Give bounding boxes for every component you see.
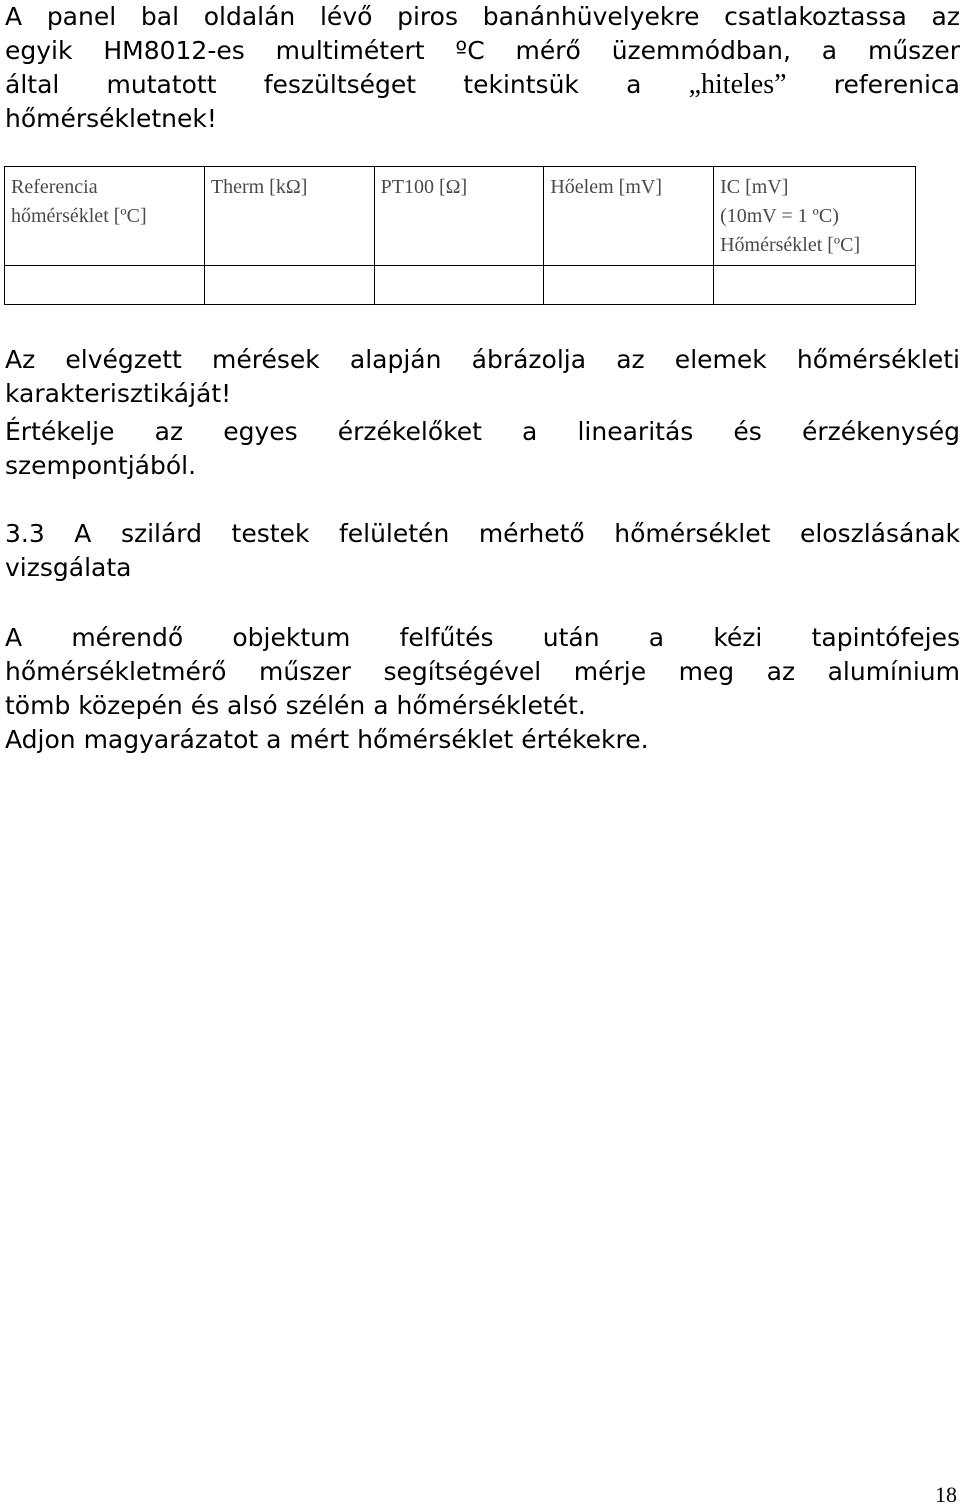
header-thermocouple xyxy=(544,167,714,266)
intro-line-4: hőmérsékletnek! xyxy=(5,104,217,133)
header-line: Referencia xyxy=(11,176,98,198)
intro-line-3-a: által mutatott feszültséget tekintsük a xyxy=(5,70,642,99)
table-cell xyxy=(204,266,374,305)
intro-line-3 xyxy=(5,68,960,102)
table-cell xyxy=(374,266,544,305)
task-line-2: hőmérsékletmérő műszer segítségével mérje meg az alumínium xyxy=(5,657,960,686)
analysis-line-1: Az elvégzett mérések alapján ábrázolja az elemek hőmérsékleti xyxy=(5,345,960,374)
header-pt100 xyxy=(374,167,544,266)
section-line-1: 3.3 A szilárd testek felületén mérhető hőmérséklet eloszlásának xyxy=(5,519,960,548)
task-paragraph xyxy=(5,621,960,757)
task-line-1: A mérendő objektum felfűtés után a kézi tapintófejes xyxy=(5,623,960,652)
header-line: Hőmérséklet [ºC] xyxy=(720,234,861,256)
analysis-line-2: karakterisztikáját! xyxy=(5,379,232,408)
intro-quoted-word: „hiteles” xyxy=(688,69,787,100)
header-ic xyxy=(714,167,916,266)
analysis-paragraph xyxy=(5,343,960,483)
intro-line-1: A panel bal oldalán lévő piros banánhüvelyekre csatlakoztassa az xyxy=(5,2,960,31)
task-line-4: Adjon magyarázatot a mért hőmérséklet értékekre. xyxy=(5,725,649,754)
table-cell xyxy=(714,266,916,305)
header-line: (10mV = 1 ºC) xyxy=(720,205,839,227)
table-row xyxy=(5,266,916,305)
intro-line-2: egyik HM8012-es multimétert ºC mérő üzemmódban, a műszer xyxy=(5,36,960,65)
task-line-3: tömb közepén és alsó szélén a hőmérsékletét. xyxy=(5,691,586,720)
table-cell xyxy=(544,266,714,305)
header-line: Therm [kΩ] xyxy=(210,176,308,198)
measurement-table xyxy=(4,166,916,305)
table-header-row xyxy=(5,167,916,266)
page-number: 18 xyxy=(935,1482,957,1507)
analysis-line-4: szempontjából. xyxy=(5,451,197,480)
header-reference-temperature xyxy=(5,167,205,266)
section-heading xyxy=(5,517,960,585)
header-line: hőmérséklet [ºC] xyxy=(11,205,147,227)
header-line: Hőelem [mV] xyxy=(550,176,662,198)
header-therm xyxy=(204,167,374,266)
analysis-line-3: Értékelje az egyes érzékelőket a linearitás és érzékenység xyxy=(5,417,960,446)
header-line: IC [mV] xyxy=(720,176,789,198)
section-line-2: vizsgálata xyxy=(5,553,132,582)
intro-line-3-c: referenica xyxy=(833,70,960,99)
header-line: PT100 [Ω] xyxy=(380,176,468,198)
intro-paragraph xyxy=(5,0,960,136)
table-cell xyxy=(5,266,205,305)
